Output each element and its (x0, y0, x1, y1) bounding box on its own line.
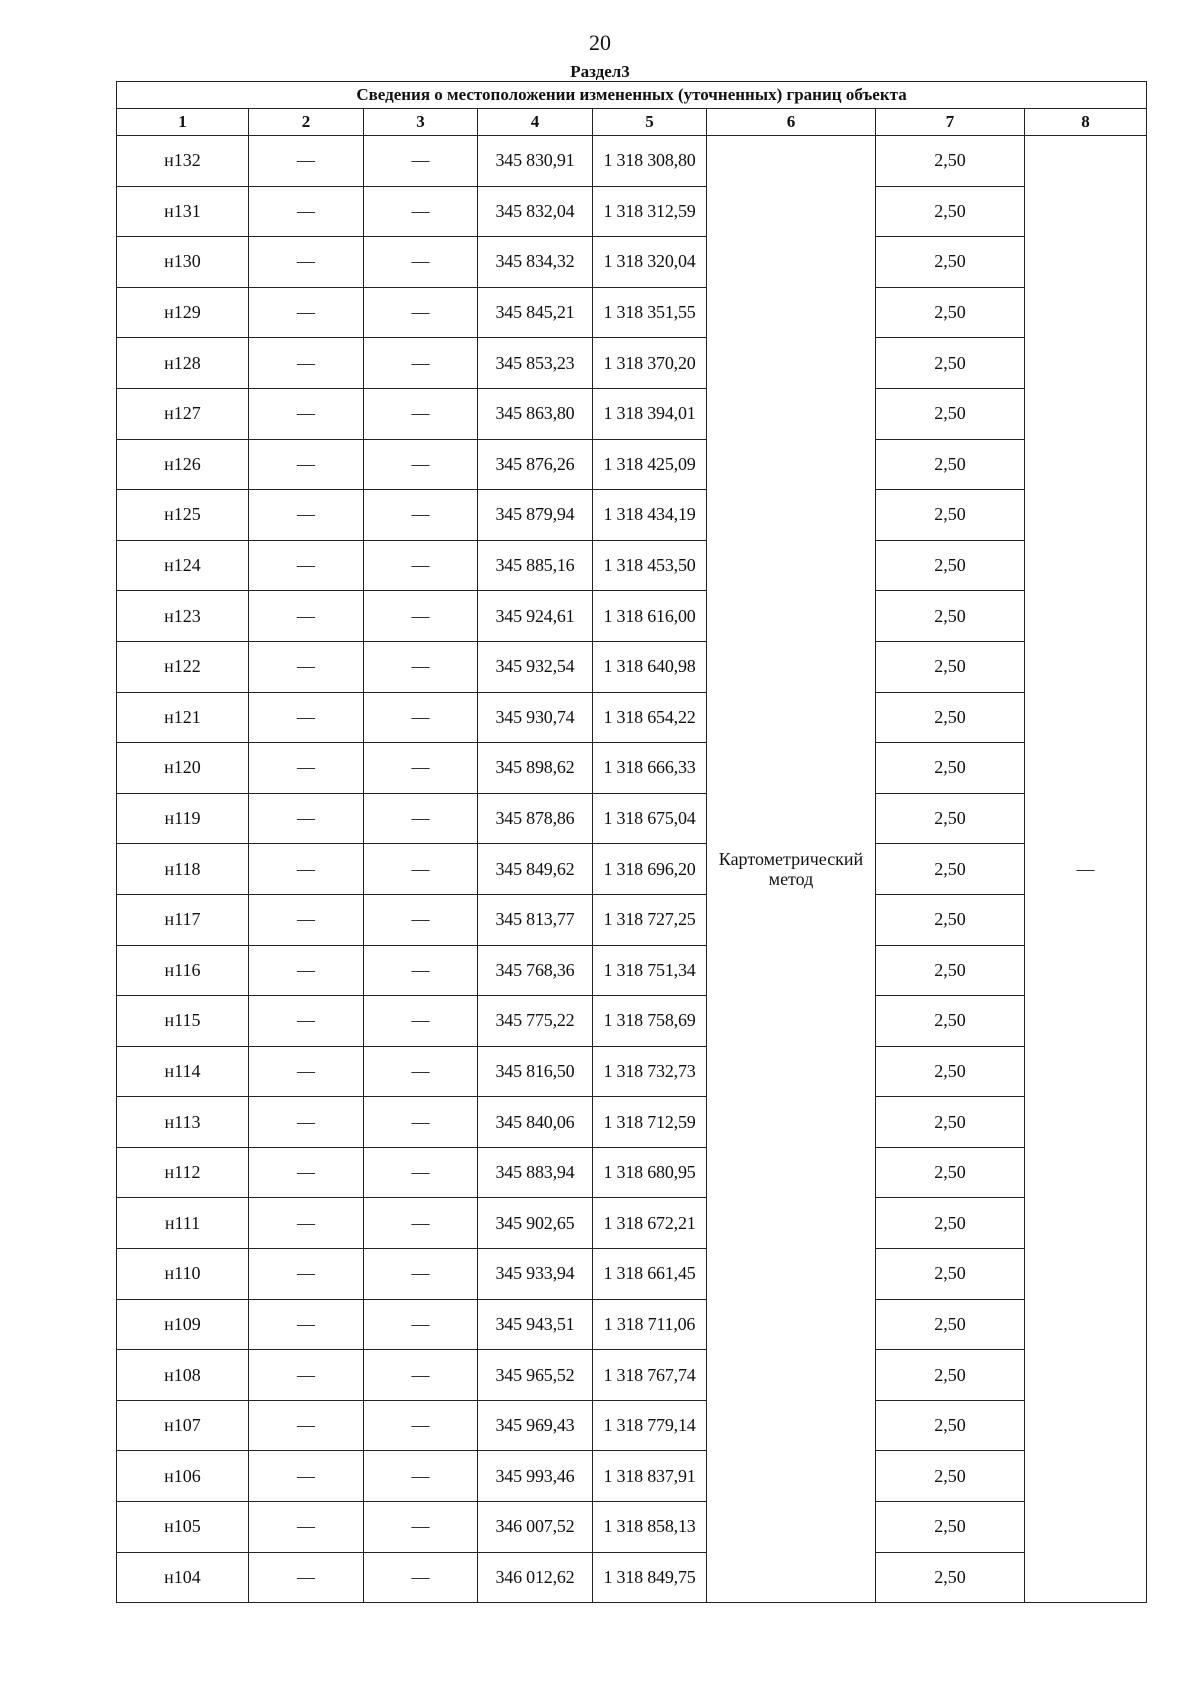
table-row (117, 591, 1147, 642)
column-3-cell: — (364, 136, 478, 187)
column-3-cell: — (364, 439, 478, 490)
point-name-cell: н116 (117, 945, 249, 996)
column-2-cell: — (249, 996, 364, 1047)
x-coordinate-cell: 345 969,43 (478, 1400, 593, 1451)
accuracy-cell: 2,50 (876, 1400, 1025, 1451)
x-coordinate-cell: 345 840,06 (478, 1097, 593, 1148)
point-name-cell: н126 (117, 439, 249, 490)
x-coordinate-cell: 345 768,36 (478, 945, 593, 996)
column-2-cell: — (249, 1502, 364, 1553)
column-3-cell: — (364, 388, 478, 439)
x-coordinate-cell: 345 863,80 (478, 388, 593, 439)
table-caption: Сведения о местоположении измененных (уточненных) границ объекта (117, 82, 1147, 109)
y-coordinate-cell: 1 318 858,13 (593, 1502, 707, 1553)
x-coordinate-cell: 345 924,61 (478, 591, 593, 642)
x-coordinate-cell: 345 816,50 (478, 1046, 593, 1097)
x-coordinate-cell: 345 876,26 (478, 439, 593, 490)
column-2-cell: — (249, 591, 364, 642)
table-row (117, 388, 1147, 439)
boundary-coordinates-table (116, 81, 1147, 1603)
column-3-cell: — (364, 894, 478, 945)
column-header: 3 (364, 109, 478, 136)
table-row (117, 1400, 1147, 1451)
point-name-cell: н127 (117, 388, 249, 439)
column-3-cell: — (364, 844, 478, 895)
column-2-cell: — (249, 1198, 364, 1249)
point-name-cell: н120 (117, 743, 249, 794)
accuracy-cell: 2,50 (876, 894, 1025, 945)
column-2-cell: — (249, 1097, 364, 1148)
table-row (117, 1502, 1147, 1553)
accuracy-cell: 2,50 (876, 237, 1025, 288)
point-name-cell: н125 (117, 490, 249, 541)
point-name-cell: н112 (117, 1147, 249, 1198)
y-coordinate-cell: 1 318 434,19 (593, 490, 707, 541)
column-3-cell: — (364, 1502, 478, 1553)
column-2-cell: — (249, 641, 364, 692)
table-row (117, 1046, 1147, 1097)
y-coordinate-cell: 1 318 727,25 (593, 894, 707, 945)
accuracy-cell: 2,50 (876, 996, 1025, 1047)
x-coordinate-cell: 345 845,21 (478, 287, 593, 338)
point-name-cell: н115 (117, 996, 249, 1047)
y-coordinate-cell: 1 318 672,21 (593, 1198, 707, 1249)
point-name-cell: н105 (117, 1502, 249, 1553)
table-row (117, 1097, 1147, 1148)
x-coordinate-cell: 345 943,51 (478, 1299, 593, 1350)
point-name-cell: н104 (117, 1552, 249, 1603)
point-name-cell: н128 (117, 338, 249, 389)
point-name-cell: н118 (117, 844, 249, 895)
point-name-cell: н111 (117, 1198, 249, 1249)
x-coordinate-cell: 345 832,04 (478, 186, 593, 237)
column-3-cell: — (364, 641, 478, 692)
table-row (117, 1299, 1147, 1350)
y-coordinate-cell: 1 318 675,04 (593, 793, 707, 844)
y-coordinate-cell: 1 318 767,74 (593, 1350, 707, 1401)
accuracy-cell: 2,50 (876, 388, 1025, 439)
accuracy-cell: 2,50 (876, 540, 1025, 591)
y-coordinate-cell: 1 318 696,20 (593, 844, 707, 895)
point-name-cell: н123 (117, 591, 249, 642)
page-number: 20 (589, 30, 611, 55)
column-2-cell: — (249, 1046, 364, 1097)
column-header: 4 (478, 109, 593, 136)
point-name-cell: н121 (117, 692, 249, 743)
y-coordinate-cell: 1 318 751,34 (593, 945, 707, 996)
accuracy-cell: 2,50 (876, 945, 1025, 996)
x-coordinate-cell: 346 007,52 (478, 1502, 593, 1553)
x-coordinate-cell: 345 933,94 (478, 1249, 593, 1300)
table-row (117, 1552, 1147, 1603)
y-coordinate-cell: 1 318 351,55 (593, 287, 707, 338)
y-coordinate-cell: 1 318 779,14 (593, 1400, 707, 1451)
method-cell: Картометрический метод (707, 136, 876, 1603)
x-coordinate-cell: 345 902,65 (478, 1198, 593, 1249)
point-name-cell: н110 (117, 1249, 249, 1300)
x-coordinate-cell: 345 834,32 (478, 237, 593, 288)
table-row (117, 743, 1147, 794)
table-row (117, 1451, 1147, 1502)
point-name-cell: н122 (117, 641, 249, 692)
column-3-cell: — (364, 1552, 478, 1603)
point-name-cell: н124 (117, 540, 249, 591)
accuracy-cell: 2,50 (876, 1350, 1025, 1401)
column-3-cell: — (364, 1046, 478, 1097)
column-3-cell: — (364, 1451, 478, 1502)
x-coordinate-cell: 345 883,94 (478, 1147, 593, 1198)
accuracy-cell: 2,50 (876, 1552, 1025, 1603)
table-row (117, 1147, 1147, 1198)
x-coordinate-cell: 345 885,16 (478, 540, 593, 591)
accuracy-cell: 2,50 (876, 1046, 1025, 1097)
column-2-cell: — (249, 743, 364, 794)
accuracy-cell: 2,50 (876, 136, 1025, 187)
table-row (117, 793, 1147, 844)
column-header: 6 (707, 109, 876, 136)
accuracy-cell: 2,50 (876, 793, 1025, 844)
x-coordinate-cell: 345 853,23 (478, 338, 593, 389)
table-row (117, 237, 1147, 288)
column-3-cell: — (364, 793, 478, 844)
accuracy-cell: 2,50 (876, 186, 1025, 237)
column-8-cell: — (1025, 136, 1147, 1603)
y-coordinate-cell: 1 318 425,09 (593, 439, 707, 490)
section-title: Раздел3 (570, 62, 630, 81)
point-name-cell: н131 (117, 186, 249, 237)
column-3-cell: — (364, 1249, 478, 1300)
column-3-cell: — (364, 1350, 478, 1401)
column-3-cell: — (364, 945, 478, 996)
table-row (117, 996, 1147, 1047)
point-name-cell: н108 (117, 1350, 249, 1401)
column-2-cell: — (249, 1147, 364, 1198)
y-coordinate-cell: 1 318 758,69 (593, 996, 707, 1047)
table-row (117, 186, 1147, 237)
table-row (117, 1198, 1147, 1249)
y-coordinate-cell: 1 318 837,91 (593, 1451, 707, 1502)
accuracy-cell: 2,50 (876, 439, 1025, 490)
y-coordinate-cell: 1 318 666,33 (593, 743, 707, 794)
column-3-cell: — (364, 540, 478, 591)
accuracy-cell: 2,50 (876, 1451, 1025, 1502)
column-2-cell: — (249, 136, 364, 187)
column-header: 5 (593, 109, 707, 136)
point-name-cell: н119 (117, 793, 249, 844)
table-row (117, 1350, 1147, 1401)
accuracy-cell: 2,50 (876, 591, 1025, 642)
table-row (117, 641, 1147, 692)
table-row (117, 490, 1147, 541)
point-name-cell: н114 (117, 1046, 249, 1097)
accuracy-cell: 2,50 (876, 692, 1025, 743)
x-coordinate-cell: 345 775,22 (478, 996, 593, 1047)
column-3-cell: — (364, 1097, 478, 1148)
column-3-cell: — (364, 338, 478, 389)
accuracy-cell: 2,50 (876, 1249, 1025, 1300)
x-coordinate-cell: 345 898,62 (478, 743, 593, 794)
x-coordinate-cell: 345 879,94 (478, 490, 593, 541)
x-coordinate-cell: 345 878,86 (478, 793, 593, 844)
y-coordinate-cell: 1 318 640,98 (593, 641, 707, 692)
table-row (117, 136, 1147, 187)
y-coordinate-cell: 1 318 711,06 (593, 1299, 707, 1350)
y-coordinate-cell: 1 318 616,00 (593, 591, 707, 642)
column-2-cell: — (249, 894, 364, 945)
x-coordinate-cell: 346 012,62 (478, 1552, 593, 1603)
column-3-cell: — (364, 591, 478, 642)
x-coordinate-cell: 345 813,77 (478, 894, 593, 945)
y-coordinate-cell: 1 318 661,45 (593, 1249, 707, 1300)
column-2-cell: — (249, 237, 364, 288)
table-row (117, 338, 1147, 389)
accuracy-cell: 2,50 (876, 743, 1025, 794)
table-row (117, 945, 1147, 996)
y-coordinate-cell: 1 318 453,50 (593, 540, 707, 591)
column-3-cell: — (364, 237, 478, 288)
column-2-cell: — (249, 1451, 364, 1502)
column-2-cell: — (249, 439, 364, 490)
x-coordinate-cell: 345 965,52 (478, 1350, 593, 1401)
y-coordinate-cell: 1 318 308,80 (593, 136, 707, 187)
column-2-cell: — (249, 793, 364, 844)
column-2-cell: — (249, 287, 364, 338)
column-2-cell: — (249, 388, 364, 439)
point-name-cell: н106 (117, 1451, 249, 1502)
y-coordinate-cell: 1 318 320,04 (593, 237, 707, 288)
table-row (117, 439, 1147, 490)
table-body (117, 136, 1147, 1603)
accuracy-cell: 2,50 (876, 338, 1025, 389)
column-2-cell: — (249, 1249, 364, 1300)
column-3-cell: — (364, 692, 478, 743)
accuracy-cell: 2,50 (876, 1299, 1025, 1350)
accuracy-cell: 2,50 (876, 1097, 1025, 1148)
point-name-cell: н130 (117, 237, 249, 288)
x-coordinate-cell: 345 830,91 (478, 136, 593, 187)
column-2-cell: — (249, 844, 364, 895)
column-header: 7 (876, 109, 1025, 136)
accuracy-cell: 2,50 (876, 490, 1025, 541)
accuracy-cell: 2,50 (876, 641, 1025, 692)
point-name-cell: н109 (117, 1299, 249, 1350)
column-2-cell: — (249, 1350, 364, 1401)
point-name-cell: н132 (117, 136, 249, 187)
column-3-cell: — (364, 743, 478, 794)
column-2-cell: — (249, 1299, 364, 1350)
y-coordinate-cell: 1 318 394,01 (593, 388, 707, 439)
column-3-cell: — (364, 287, 478, 338)
y-coordinate-cell: 1 318 370,20 (593, 338, 707, 389)
column-2-cell: — (249, 945, 364, 996)
column-2-cell: — (249, 540, 364, 591)
table-row (117, 894, 1147, 945)
y-coordinate-cell: 1 318 849,75 (593, 1552, 707, 1603)
y-coordinate-cell: 1 318 732,73 (593, 1046, 707, 1097)
table-row (117, 540, 1147, 591)
table-row (117, 287, 1147, 338)
y-coordinate-cell: 1 318 654,22 (593, 692, 707, 743)
x-coordinate-cell: 345 930,74 (478, 692, 593, 743)
column-header: 2 (249, 109, 364, 136)
column-2-cell: — (249, 338, 364, 389)
column-2-cell: — (249, 692, 364, 743)
y-coordinate-cell: 1 318 312,59 (593, 186, 707, 237)
table-row (117, 844, 1147, 895)
point-name-cell: н129 (117, 287, 249, 338)
column-2-cell: — (249, 490, 364, 541)
accuracy-cell: 2,50 (876, 287, 1025, 338)
column-2-cell: — (249, 1400, 364, 1451)
accuracy-cell: 2,50 (876, 1147, 1025, 1198)
y-coordinate-cell: 1 318 680,95 (593, 1147, 707, 1198)
x-coordinate-cell: 345 849,62 (478, 844, 593, 895)
column-3-cell: — (364, 996, 478, 1047)
column-3-cell: — (364, 490, 478, 541)
column-2-cell: — (249, 1552, 364, 1603)
accuracy-cell: 2,50 (876, 844, 1025, 895)
table-row (117, 1249, 1147, 1300)
point-name-cell: н107 (117, 1400, 249, 1451)
accuracy-cell: 2,50 (876, 1502, 1025, 1553)
column-2-cell: — (249, 186, 364, 237)
column-3-cell: — (364, 186, 478, 237)
column-3-cell: — (364, 1299, 478, 1350)
table-row (117, 692, 1147, 743)
accuracy-cell: 2,50 (876, 1198, 1025, 1249)
column-header: 1 (117, 109, 249, 136)
column-3-cell: — (364, 1147, 478, 1198)
column-header: 8 (1025, 109, 1147, 136)
point-name-cell: н113 (117, 1097, 249, 1148)
point-name-cell: н117 (117, 894, 249, 945)
x-coordinate-cell: 345 993,46 (478, 1451, 593, 1502)
column-3-cell: — (364, 1198, 478, 1249)
column-3-cell: — (364, 1400, 478, 1451)
y-coordinate-cell: 1 318 712,59 (593, 1097, 707, 1148)
x-coordinate-cell: 345 932,54 (478, 641, 593, 692)
